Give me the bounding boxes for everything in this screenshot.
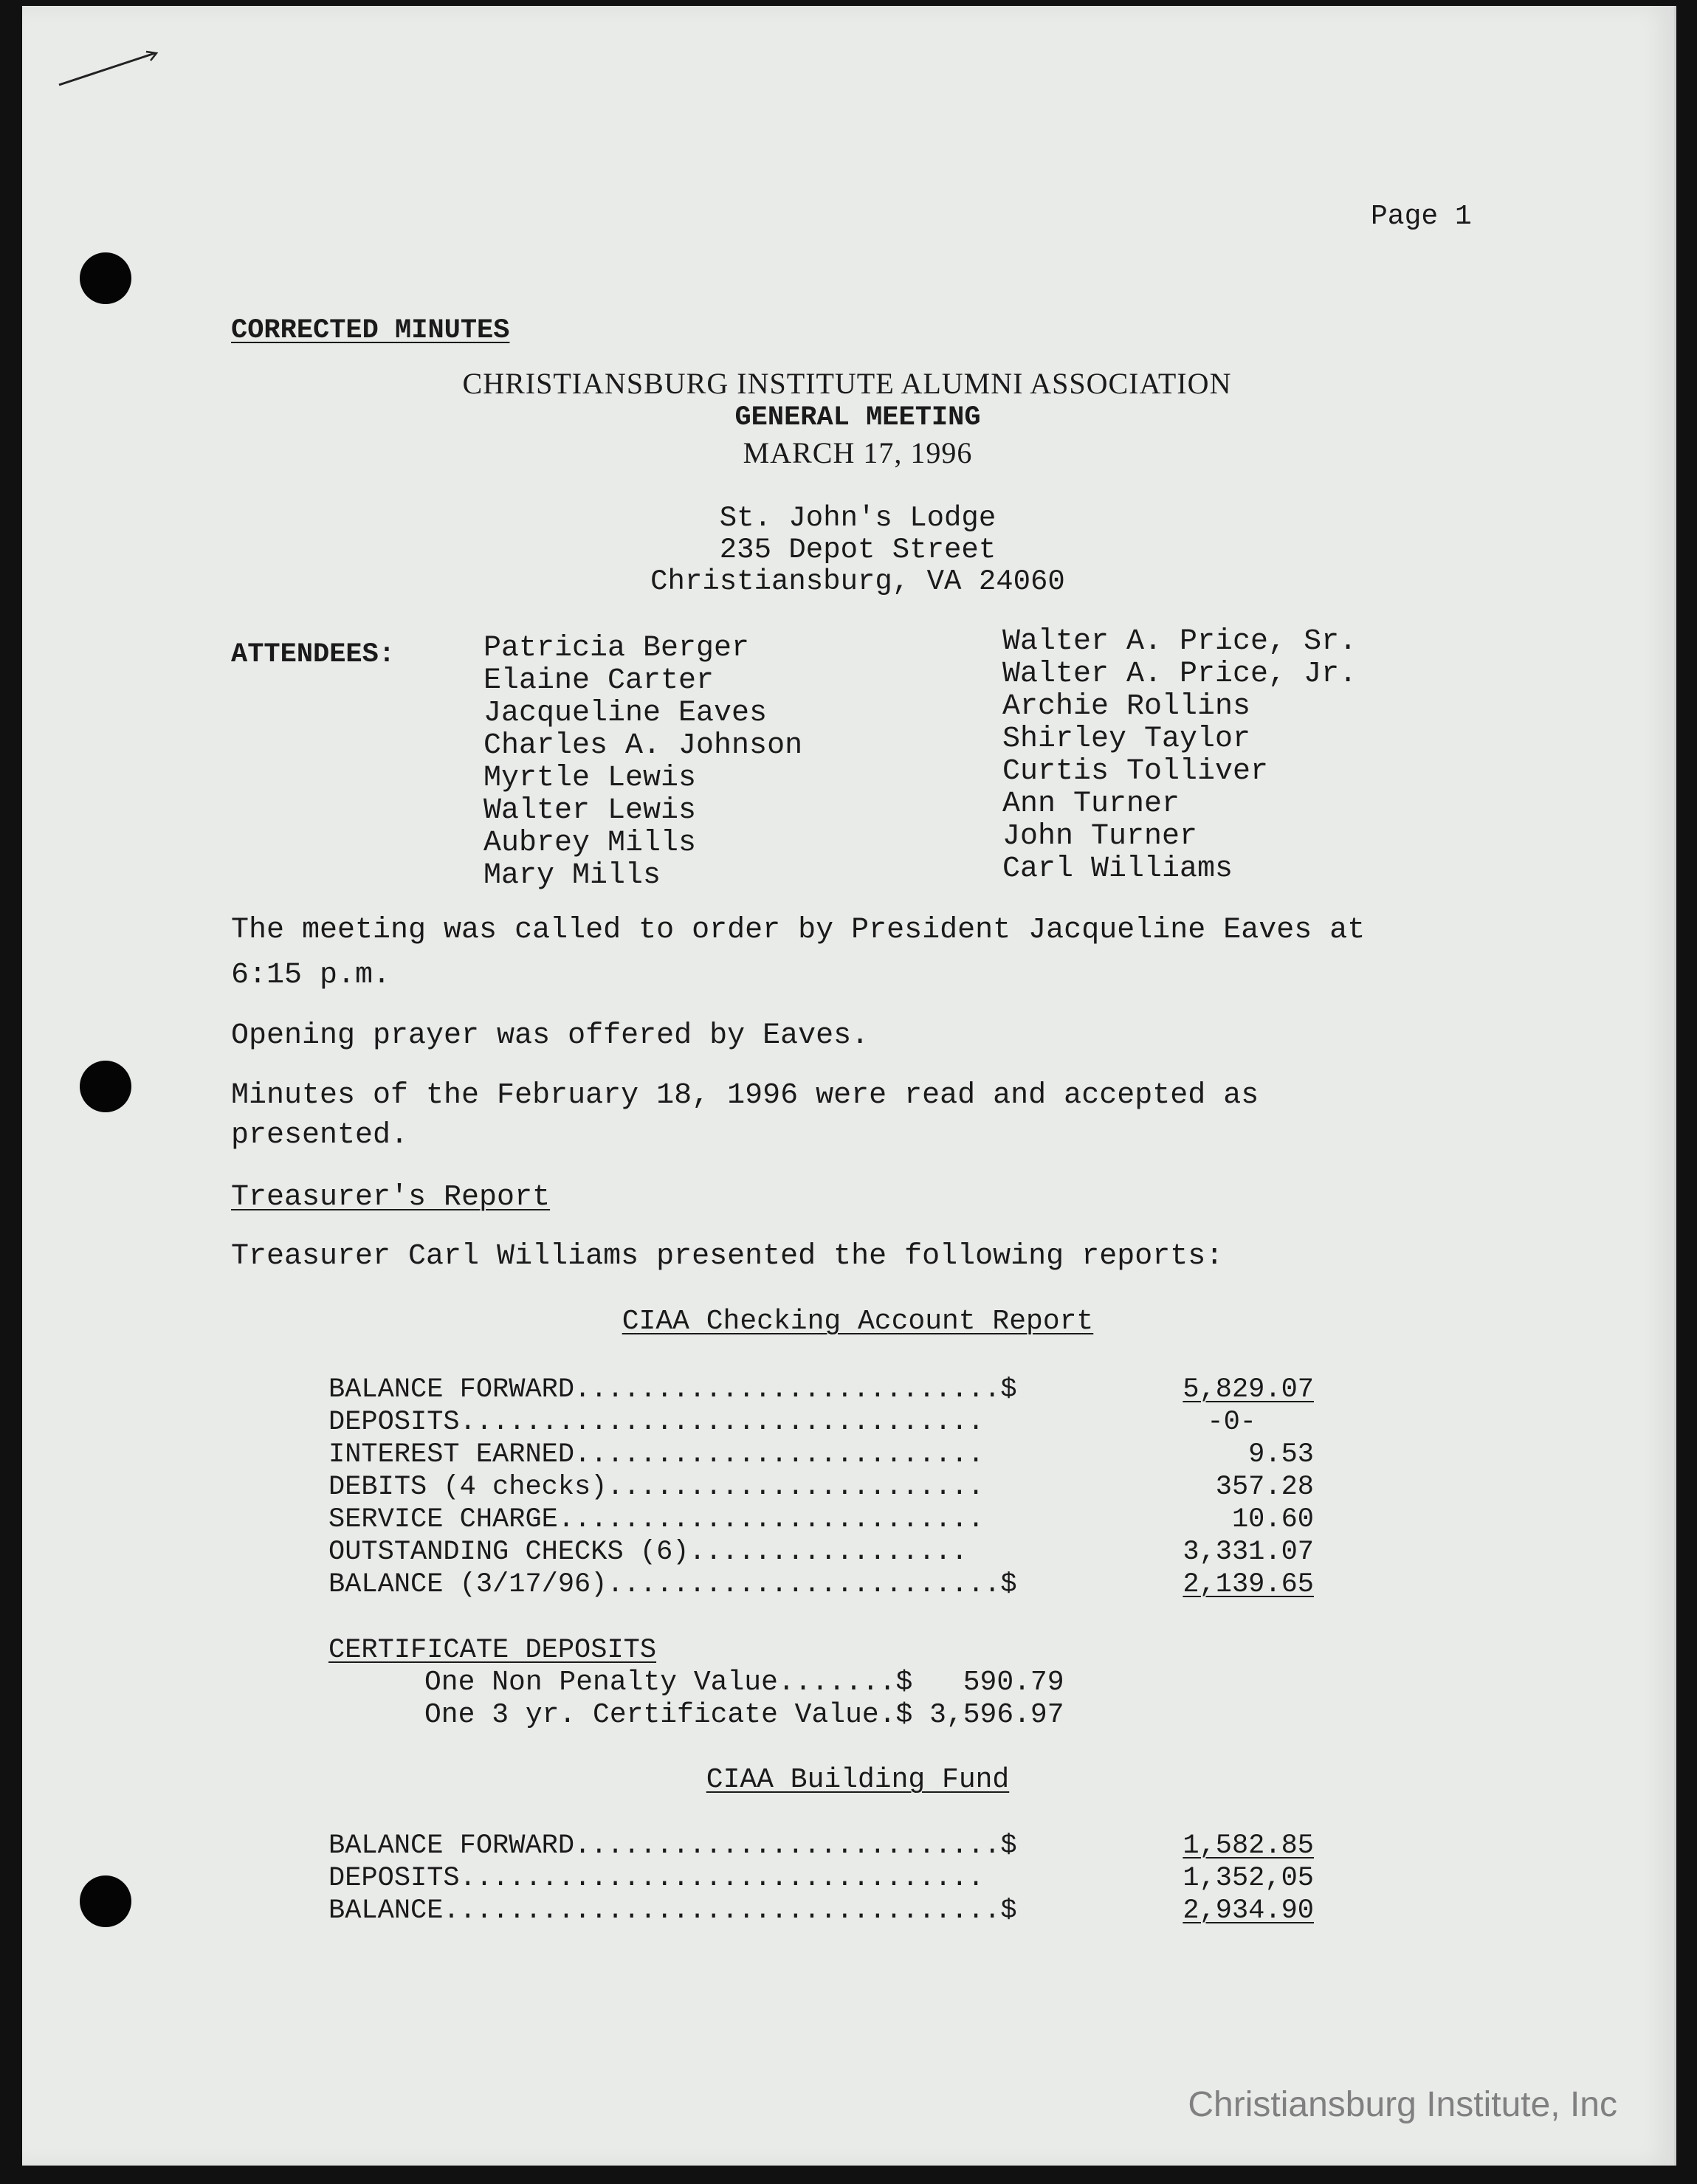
pen-mark-icon: [52, 44, 162, 96]
ledger-row-amount: 5,829.07: [1183, 1374, 1314, 1405]
attendee-name: Elaine Carter: [483, 664, 715, 697]
punch-hole-bottom: [80, 1875, 131, 1927]
corrected-minutes-label: CORRECTED MINUTES: [231, 315, 510, 346]
venue-city: Christiansburg, VA 24060: [650, 565, 1065, 598]
ledger-row-amount: -0-: [1207, 1407, 1256, 1438]
ledger-row-label: DEPOSITS................................: [328, 1863, 985, 1894]
punch-hole-middle: [80, 1061, 131, 1112]
ledger-row-amount: 9.53: [1248, 1439, 1314, 1470]
attendee-name: Walter A. Price, Jr.: [1002, 658, 1357, 691]
attendees-label: ATTENDEES:: [231, 639, 396, 670]
venue-street: 235 Depot Street: [719, 534, 996, 566]
minutes-line-2: presented.: [231, 1119, 409, 1152]
ledger-row-label: BALANCE FORWARD..........................$: [328, 1830, 1017, 1861]
attendee-name: Carl Williams: [1002, 852, 1233, 886]
ledger-row-label: BALANCE..................................$: [328, 1895, 1017, 1926]
attendee-name: Walter Lewis: [483, 794, 697, 827]
attendee-name: Jacqueline Eaves: [483, 697, 768, 730]
ledger-row-label: BALANCE FORWARD..........................$: [328, 1374, 1017, 1405]
attendee-name: Shirley Taylor: [1002, 723, 1251, 756]
treasurer-intro: Treasurer Carl Williams presented the following reports:: [231, 1240, 1224, 1273]
opening-prayer: Opening prayer was offered by Eaves.: [231, 1019, 870, 1053]
attendee-name: Walter A. Price, Sr.: [1002, 625, 1357, 658]
attendee-name: Curtis Tolliver: [1002, 755, 1269, 788]
archive-watermark: Christiansburg Institute, Inc: [1188, 2085, 1617, 2124]
ledger-row-amount: 1,582.85: [1183, 1830, 1314, 1861]
org-title: CHRISTIANSBURG INSTITUTE ALUMNI ASSOCIATION: [462, 367, 1232, 400]
attendee-name: Archie Rollins: [1002, 690, 1251, 723]
ledger-row-amount: 2,139.65: [1183, 1569, 1314, 1600]
attendee-name: Myrtle Lewis: [483, 762, 697, 795]
meeting-date: MARCH 17, 1996: [743, 436, 973, 469]
meeting-type: GENERAL MEETING: [734, 402, 981, 433]
ledger-row-amount: 3,331.07: [1183, 1537, 1314, 1568]
ledger-row-amount: 1,352,05: [1183, 1863, 1314, 1894]
attendee-name: Charles A. Johnson: [483, 729, 803, 762]
attendee-name: John Turner: [1002, 820, 1198, 853]
ledger-row-label: BALANCE (3/17/96)........................$: [328, 1569, 1017, 1600]
minutes-line-1: Minutes of the February 18, 1996 were read and accepted as: [231, 1079, 1259, 1112]
ledger-row-label: SERVICE CHARGE..........................: [328, 1504, 985, 1535]
page-number: Page 1: [1371, 201, 1472, 232]
attendee-name: Ann Turner: [1002, 788, 1180, 821]
ledger-row-label: OUTSTANDING CHECKS (6).................: [328, 1537, 968, 1568]
attendee-name: Mary Mills: [483, 859, 661, 892]
certificate-line-2: One 3 yr. Certificate Value.$ 3,596.97: [424, 1699, 1064, 1731]
attendee-name: Aubrey Mills: [483, 827, 697, 860]
ledger-row-label: DEBITS (4 checks).......................: [328, 1472, 985, 1503]
ledger-row-amount: 2,934.90: [1183, 1895, 1314, 1926]
call-to-order-line-1: The meeting was called to order by President Jacqueline Eaves at: [231, 914, 1366, 947]
checking-report-heading: CIAA Checking Account Report: [622, 1306, 1094, 1337]
attendee-name: Patricia Berger: [483, 632, 750, 665]
ledger-row-label: INTEREST EARNED.........................: [328, 1439, 985, 1470]
ledger-row-amount: 357.28: [1215, 1472, 1314, 1503]
ledger-row-amount: 10.60: [1231, 1504, 1314, 1535]
treasurer-report-heading: Treasurer's Report: [231, 1181, 551, 1214]
certificate-deposits-heading: CERTIFICATE DEPOSITS: [328, 1635, 657, 1666]
punch-hole-top: [80, 252, 131, 304]
building-fund-heading: CIAA Building Fund: [706, 1764, 1010, 1796]
ledger-row-label: DEPOSITS................................: [328, 1407, 985, 1438]
venue-name: St. John's Lodge: [719, 502, 996, 534]
call-to-order-line-2: 6:15 p.m.: [231, 959, 391, 992]
certificate-line-1: One Non Penalty Value.......$ 590.79: [424, 1667, 1064, 1698]
